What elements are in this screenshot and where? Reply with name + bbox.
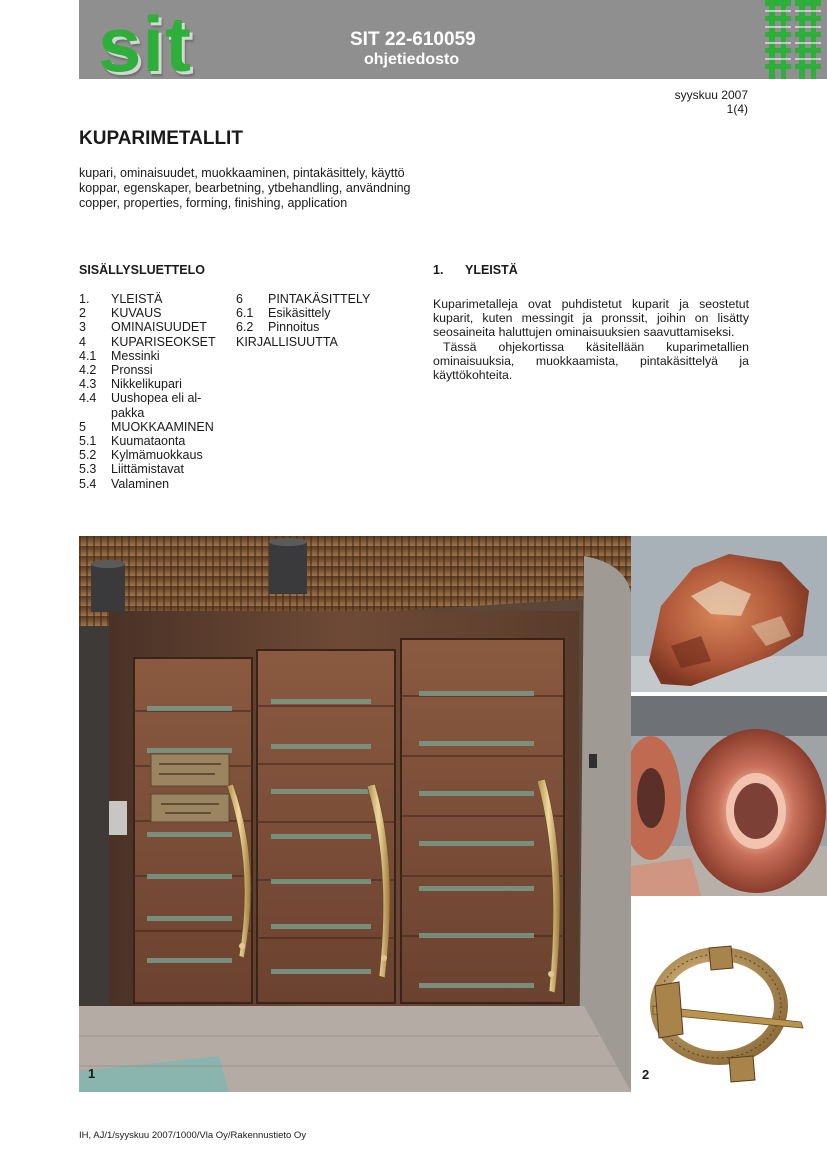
toc-item[interactable]	[79, 420, 224, 434]
toc-item[interactable]	[79, 363, 224, 377]
toc-item-number: 4.2	[79, 363, 97, 378]
toc-item[interactable]	[79, 434, 224, 448]
toc-item[interactable]	[236, 320, 396, 334]
date-block	[675, 88, 748, 116]
page-title: KUPARIMETALLIT	[79, 128, 243, 149]
paragraph: Tässä ohjekortissa käsitellään kuparimetallien ominaisuuksia, muokkaamista, pintakäsittelyä ja käyttökohteita.	[433, 339, 749, 383]
toc-item-number: 4.4	[79, 391, 97, 406]
keywords-fi: kupari, ominaisuudet, muokkaaminen, pintakäsittely, käyttö	[79, 166, 405, 180]
figure-2-number: 2	[642, 1067, 650, 1082]
toc-item-number: 6.2	[236, 320, 254, 335]
figure-1-number: 1	[88, 1066, 96, 1081]
document-type: ohjetiedosto	[364, 51, 460, 68]
toc-item-number: 6.1	[236, 306, 254, 321]
section-body	[433, 297, 749, 382]
toc-column-2	[236, 292, 396, 349]
toc-item-number: 4.1	[79, 348, 97, 363]
toc-item-label: KUVAUS	[111, 306, 162, 321]
toc-item[interactable]	[79, 349, 224, 363]
toc-item-number: 5	[79, 419, 86, 434]
page-number: 1(4)	[726, 102, 748, 116]
toc-item-label: KUPARISEOKSET	[111, 334, 216, 349]
section-title: YLEISTÄ	[465, 263, 518, 277]
toc-item[interactable]	[79, 335, 224, 349]
toc-item-number: 4	[79, 334, 86, 349]
toc-item-number: 6	[236, 292, 243, 306]
keywords-en: copper, properties, forming, finishing, application	[79, 196, 348, 210]
publication-date: syyskuu 2007	[674, 88, 748, 102]
section-heading	[433, 263, 518, 277]
toc-item-label: Valaminen	[111, 476, 170, 491]
toc-item-number: 5.3	[79, 462, 97, 477]
copper-products-photos	[631, 536, 827, 1092]
toc-item-label: PINTAKÄSITTELY	[268, 292, 371, 306]
copper-doors-photo	[79, 536, 631, 1092]
toc-item-label: KIRJALLISUUTTA	[236, 334, 338, 349]
toc-item-label: Pronssi	[111, 363, 153, 378]
toc-item-number: 5.2	[79, 448, 97, 463]
toc-item-label: YLEISTÄ	[111, 292, 163, 306]
toc-item-label: OMINAISUUDET	[111, 320, 207, 335]
toc-item-number: 2	[79, 306, 86, 321]
toc-item[interactable]	[79, 391, 224, 419]
toc-item-label: Kuumataonta	[111, 434, 186, 449]
toc-column-1	[79, 292, 224, 491]
toc-item[interactable]	[79, 320, 224, 334]
toc-item[interactable]	[236, 292, 396, 306]
paragraph: Kuparimetalleja ovat puhdistetut kuparit ja seostetut kuparit, kuten messingit ja pronssit, joihin on lisätty seosaineita haluttujen ominaisuuksien saavuttamiseksi.	[433, 297, 749, 340]
toc-item-label: Kylmämuokkaus	[111, 448, 203, 463]
toc-item-number: 5.1	[79, 434, 97, 449]
toc-item-label: Liittämistavat	[111, 462, 184, 477]
toc-item-label: Messinki	[111, 348, 160, 363]
toc-item-number: 4.3	[79, 377, 97, 392]
section-number: 1.	[433, 263, 444, 277]
toc-item[interactable]	[79, 306, 224, 320]
toc-item[interactable]	[79, 448, 224, 462]
toc-item-label: Pinnoitus	[268, 320, 320, 335]
footer-credits: IH, AJ/1/syyskuu 2007/1000/Vla Oy/Rakennustieto Oy	[79, 1130, 307, 1141]
toc-item-label: MUOKKAAMINEN	[111, 419, 214, 434]
toc-item-label: Uushopea eli al-pakka	[111, 391, 202, 420]
toc-item[interactable]	[79, 462, 224, 476]
toc-item-number: 5.4	[79, 476, 97, 491]
sit-logo: sit	[98, 0, 193, 88]
keywords-sv: koppar, egenskaper, bearbetning, ytbehandling, användning	[79, 181, 411, 195]
toc-item-label: Nikkelikupari	[111, 377, 182, 392]
toc-item[interactable]	[236, 335, 396, 349]
toc-item-label: Esikäsittely	[268, 306, 331, 321]
toc-item-number: 3	[79, 320, 86, 335]
toc-item[interactable]	[236, 306, 396, 320]
toc-heading: SISÄLLYSLUETTELO	[79, 263, 205, 277]
toc-item[interactable]	[79, 377, 224, 391]
toc-item[interactable]	[79, 477, 224, 491]
document-code: SIT 22-610059	[350, 29, 476, 50]
toc-item[interactable]	[79, 292, 224, 306]
rt-pattern-icon	[763, 0, 827, 79]
keywords	[79, 166, 411, 211]
toc-item-number: 1.	[79, 292, 90, 306]
